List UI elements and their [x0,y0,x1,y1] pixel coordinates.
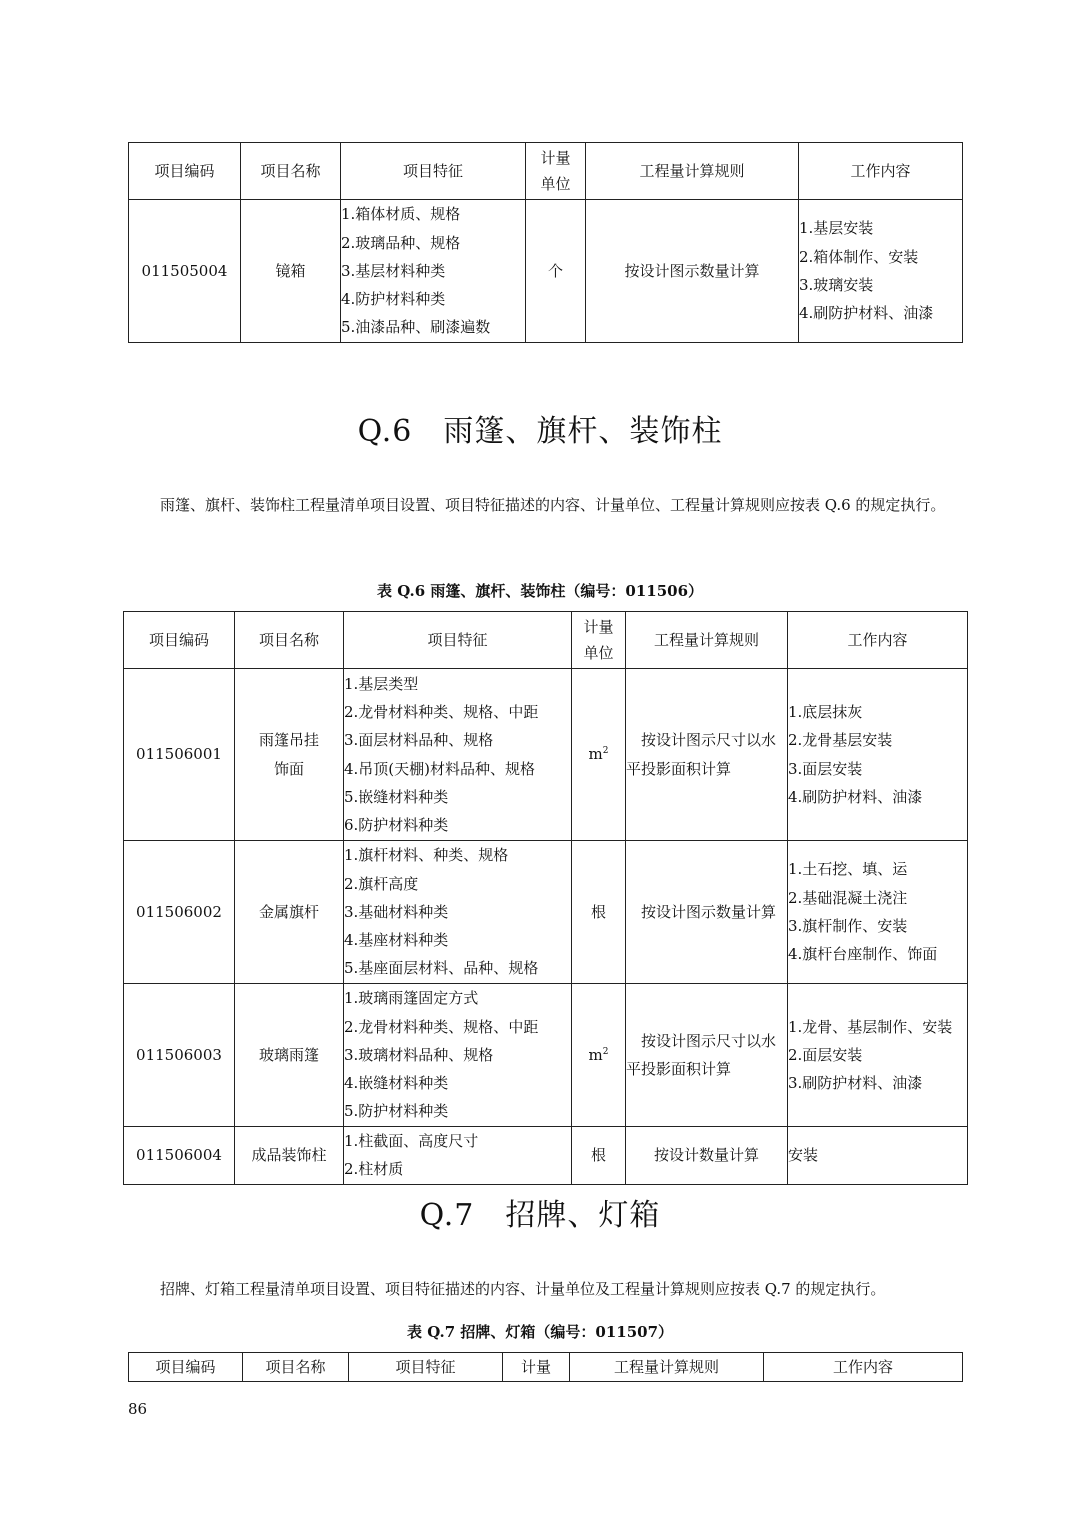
work-line: 4.刷防护材料、油漆 [799,304,934,323]
feature-line: 1.柱截面、高度尺寸 [344,1132,479,1150]
feature-line: 3.玻璃材料品种、规格 [344,1045,494,1064]
table-row [129,200,963,343]
feature-line: 2.龙骨材料种类、规格、中距 [344,1017,539,1036]
header-features: 项目特征 [349,1353,503,1382]
item-name: 金属旗杆 [235,841,344,984]
item-code: 011505004 [129,200,241,343]
section-heading-q6: Q.6 雨篷、旗杆、装饰柱 [357,414,723,449]
work-line: 3.面层安装 [788,759,863,778]
section-paragraph-q6: 雨篷、旗杆、装饰柱工程量清单项目设置、项目特征描述的内容、计量单位、工程量计算规则应按表 Q.6 的规定执行。 [160,496,946,514]
item-features [344,669,572,841]
header-work: 工作内容 [788,612,968,669]
header-unit: 计量单位 [572,612,626,669]
table-header-row [129,143,963,200]
work-line: 2.基础混凝土浇注 [788,888,908,907]
item-rule: 按设计图示尺寸以水平投影面积计算 [626,669,788,841]
work-line: 1.基层安装 [799,219,874,238]
item-code: 011506001 [124,669,235,841]
item-work [788,669,968,841]
item-code: 011506004 [124,1127,235,1185]
header-work: 工作内容 [764,1353,963,1382]
feature-line: 1.基层类型 [344,674,419,693]
work-line: 2.龙骨基层安装 [788,731,893,750]
feature-line: 2.玻璃品种、规格 [341,233,461,252]
header-code: 项目编码 [124,612,235,669]
table-row [124,669,968,841]
item-work [788,841,968,984]
header-work: 工作内容 [799,143,963,200]
table-top [128,142,963,343]
item-rule: 按设计数量计算 [626,1127,788,1185]
table-row [124,1127,968,1185]
feature-line: 4.嵌缝材料种类 [344,1074,449,1093]
table-q6 [123,611,968,1185]
table-header-row [129,1353,963,1382]
table-row [124,841,968,984]
item-work [788,984,968,1127]
header-name: 项目名称 [241,143,341,200]
header-code: 项目编码 [129,1353,243,1382]
item-rule: 按设计图示尺寸以水平投影面积计算 [626,984,788,1127]
item-code: 011506003 [124,984,235,1127]
item-name: 雨篷吊挂饰面 [235,669,344,841]
item-work [788,1127,968,1185]
work-line: 1.土石挖、填、运 [788,860,908,879]
item-unit: 个 [526,200,586,343]
feature-line: 5.基座面层材料、品种、规格 [344,959,539,978]
work-line: 3.玻璃安装 [799,276,874,294]
item-features [344,1127,572,1185]
feature-line: 1.旗杆材料、种类、规格 [344,846,509,865]
table-row [124,984,968,1127]
header-rule: 工程量计算规则 [626,612,788,669]
feature-line: 5.油漆品种、刷漆遍数 [341,318,491,337]
feature-line: 2.柱材质 [344,1160,404,1179]
work-line: 2.箱体制作、安装 [799,247,919,266]
item-name: 镜箱 [241,200,341,343]
feature-line: 3.面层材料品种、规格 [344,731,494,750]
section-heading-q7: Q.7 招牌、灯箱 [419,1198,661,1233]
item-features [341,200,526,343]
feature-line: 1.玻璃雨篷固定方式 [344,989,479,1008]
header-unit: 计量单位 [526,143,586,200]
item-unit: 根 [572,1127,626,1185]
item-unit: 根 [572,841,626,984]
header-features: 项目特征 [341,143,526,200]
header-name: 项目名称 [235,612,344,669]
work-line: 4.旗杆台座制作、饰面 [788,945,938,964]
header-unit: 计量 [503,1353,570,1382]
table-header-row [124,612,968,669]
item-rule: 按设计图示数量计算 [586,200,799,343]
feature-line: 2.旗杆高度 [344,874,419,893]
work-line: 4.刷防护材料、油漆 [788,787,923,806]
table-caption-q7: 表 Q.7 招牌、灯箱（编号：011507） [406,1323,674,1341]
feature-line: 3.基层材料种类 [341,261,446,280]
header-rule: 工程量计算规则 [586,143,799,200]
feature-line: 1.箱体材质、规格 [341,205,461,224]
feature-line: 4.吊顶(天棚)材料品种、规格 [344,759,536,778]
header-features: 项目特征 [344,612,572,669]
item-name: 玻璃雨篷 [235,984,344,1127]
table-caption-q6: 表 Q.6 雨篷、旗杆、装饰柱（编号：011506） [376,582,704,600]
feature-line: 5.防护材料种类 [344,1102,449,1121]
item-name: 成品装饰柱 [235,1127,344,1185]
feature-line: 5.嵌缝材料种类 [344,787,449,806]
header-name: 项目名称 [243,1353,349,1382]
work-line: 3.旗杆制作、安装 [788,917,908,935]
item-features [344,984,572,1127]
item-unit: $m^2$ [572,984,626,1127]
section-paragraph-q7: 招牌、灯箱工程量清单项目设置、项目特征描述的内容、计量单位及工程量计算规则应按表 Q.7 的规定执行。 [160,1280,886,1298]
item-code: 011506002 [124,841,235,984]
work-line: 1.底层抹灰 [788,702,863,721]
item-unit: $m^2$ [572,669,626,841]
feature-line: 4.基座材料种类 [344,931,449,950]
header-rule: 工程量计算规则 [570,1353,764,1382]
work-line: 2.面层安装 [788,1045,863,1064]
feature-line: 2.龙骨材料种类、规格、中距 [344,702,539,721]
feature-line: 6.防护材料种类 [344,816,449,835]
item-features [344,841,572,984]
header-code: 项目编码 [129,143,241,200]
work-line: 3.刷防护材料、油漆 [788,1074,923,1093]
page-number: 86 [128,1400,148,1418]
work-line: 1.龙骨、基层制作、安装 [788,1017,953,1036]
item-work [799,200,963,343]
work-line: 安装 [788,1146,819,1165]
feature-line: 4.防护材料种类 [341,290,446,309]
table-q7 [128,1352,963,1382]
item-rule: 按设计图示数量计算 [626,841,788,984]
feature-line: 3.基础材料种类 [344,902,449,921]
